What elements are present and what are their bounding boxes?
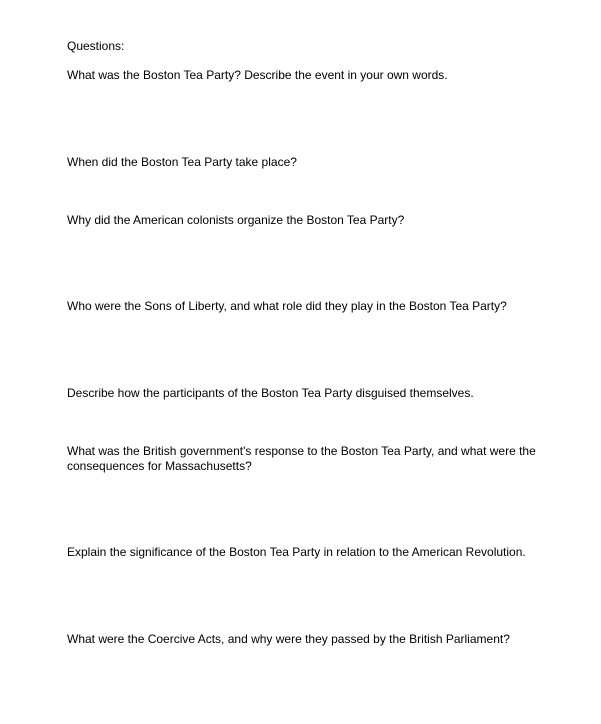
question-4: Who were the Sons of Liberty, and what role did they play in the Boston Tea Party? [67, 299, 507, 313]
question-3: Why did the American colonists organize the Boston Tea Party? [67, 213, 405, 227]
question-1: What was the Boston Tea Party? Describe the event in your own words. [67, 68, 448, 82]
question-8: What were the Coercive Acts, and why were they passed by the British Parliament? [67, 632, 510, 646]
question-2: When did the Boston Tea Party take place? [67, 155, 297, 169]
question-5: Describe how the participants of the Boston Tea Party disguised themselves. [67, 386, 474, 400]
question-7: Explain the significance of the Boston Tea Party in relation to the American Revolution. [67, 545, 526, 559]
question-6: What was the British government's response to the Boston Tea Party, and what were the consequences for Massachusetts? [67, 444, 536, 473]
questions-heading: Questions: [67, 39, 125, 53]
